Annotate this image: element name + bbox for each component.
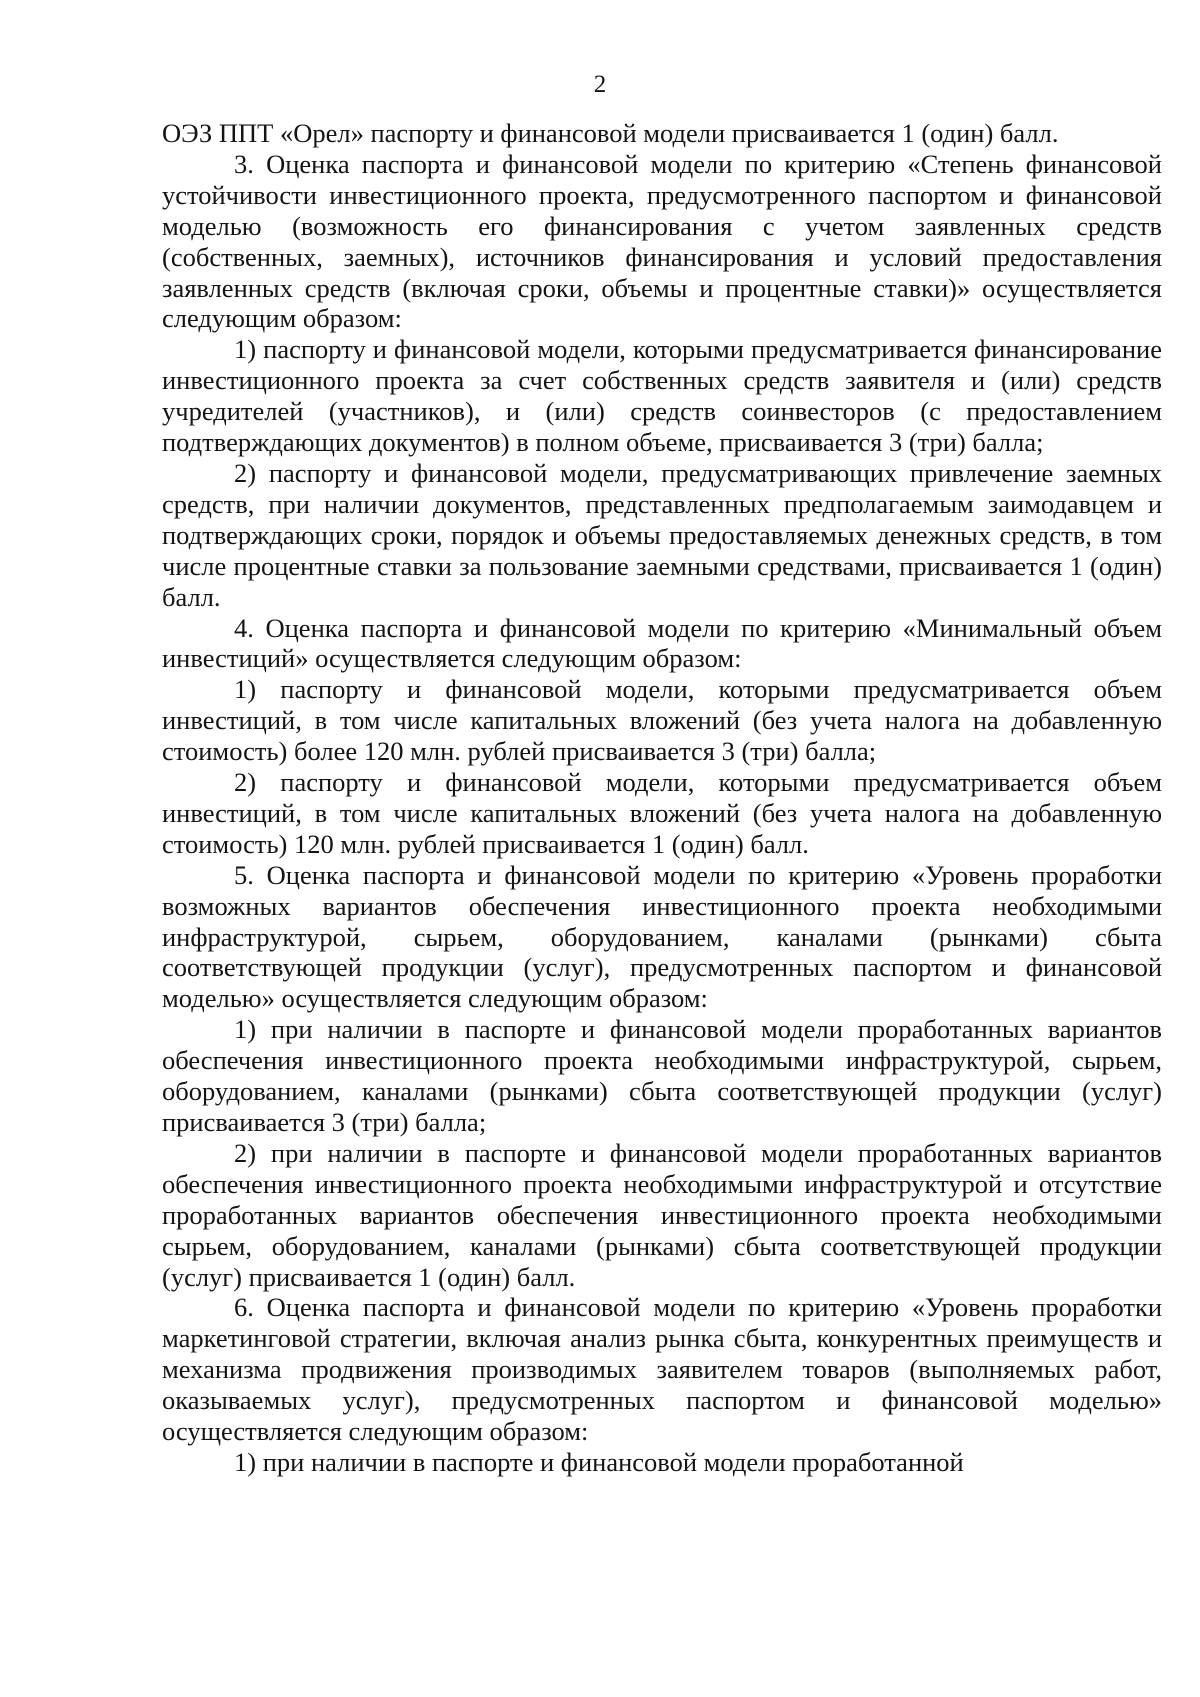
paragraph-continuation: ОЭЗ ППТ «Орел» паспорту и финансовой модели присваивается 1 (один) балл.	[162, 118, 1059, 148]
paragraph-criterion-4-item-2: 2) паспорту и финансовой модели, которыми предусматривается объем инвестиций, в том числе капитальных вложений (без учета налога на добавленную стоимость) 120 млн. рублей присваивается 1 (один) балл.	[162, 767, 1162, 859]
paragraph-criterion-3-item-1: 1) паспорту и финансовой модели, которыми предусматривается финансирование инвестиционного проекта за счет собственных средств заявителя и (или) средств учредителей (участников), и (или) средств соинвесторов (с предоставлением подтверждающих документов) в полном объеме, присваивается 3 (три) балла;	[162, 334, 1162, 458]
paragraph-criterion-3: 3. Оценка паспорта и финансовой модели по критерию «Степень финансовой устойчивости инвестиционного проекта, предусмотренного паспортом и финансовой моделью (возможность его финансирования с учетом заявленных средств (собственных, заемных), источников финансирования и условий предоставления заявленных средств (включая сроки, объемы и процентные ставки)» осуществляется следующим образом:	[162, 148, 1162, 334]
paragraph-criterion-6: 6. Оценка паспорта и финансовой модели по критерию «Уровень проработки маркетинговой стратегии, включая анализ рынка сбыта, конкурентных преимуществ и механизма продвижения производимых заявителем товаров (выполняемых работ, оказываемых услуг), предусмотренных паспортом и финансовой моделью» осуществляется следующим образом:	[162, 1292, 1162, 1447]
paragraph-criterion-5: 5. Оценка паспорта и финансовой модели по критерию «Уровень проработки возможных вариантов обеспечения инвестиционного проекта необходимыми инфраструктурой, сырьем, оборудованием, каналами (рынками) сбыта соответствующей продукции (услуг), предусмотренных паспортом и финансовой моделью» осуществляется следующим образом:	[162, 859, 1162, 1014]
paragraph-criterion-4-item-1: 1) паспорту и финансовой модели, которыми предусматривается объем инвестиций, в том числе капитальных вложений (без учета налога на добавленную стоимость) более 120 млн. рублей присваивается 3 (три) балла;	[162, 674, 1162, 767]
page-number: 2	[593, 71, 607, 98]
paragraph-criterion-4: 4. Оценка паспорта и финансовой модели по критерию «Минимальный объем инвестиций» осуществляется следующим образом:	[162, 612, 1162, 674]
paragraph-criterion-5-item-2: 2) при наличии в паспорте и финансовой модели проработанных вариантов обеспечения инвестиционного проекта необходимыми инфраструктурой и отсутствие проработанных вариантов обеспечения инвестиционного проекта необходимыми сырьем, оборудованием, каналами (рынками) сбыта соответствующей продукции (услуг) присваивается 1 (один) балл.	[162, 1137, 1162, 1292]
paragraph-criterion-5-item-1: 1) при наличии в паспорте и финансовой модели проработанных вариантов обеспечения инвестиционного проекта необходимыми инфраструктурой, сырьем, оборудованием, каналами (рынками) сбыта соответствующей продукции (услуг) присваивается 3 (три) балла;	[162, 1014, 1162, 1137]
paragraph-criterion-3-item-2: 2) паспорту и финансовой модели, предусматривающих привлечение заемных средств, при наличии документов, представленных предполагаемым заимодавцем и подтверждающих сроки, порядок и объемы предоставляемых денежных средств, в том числе процентные ставки за пользование заемными средствами, присваивается 1 (один) балл.	[162, 457, 1162, 612]
paragraph-criterion-6-item-1: 1) при наличии в паспорте и финансовой модели проработанной	[234, 1446, 964, 1477]
document-body	[162, 118, 1162, 1478]
